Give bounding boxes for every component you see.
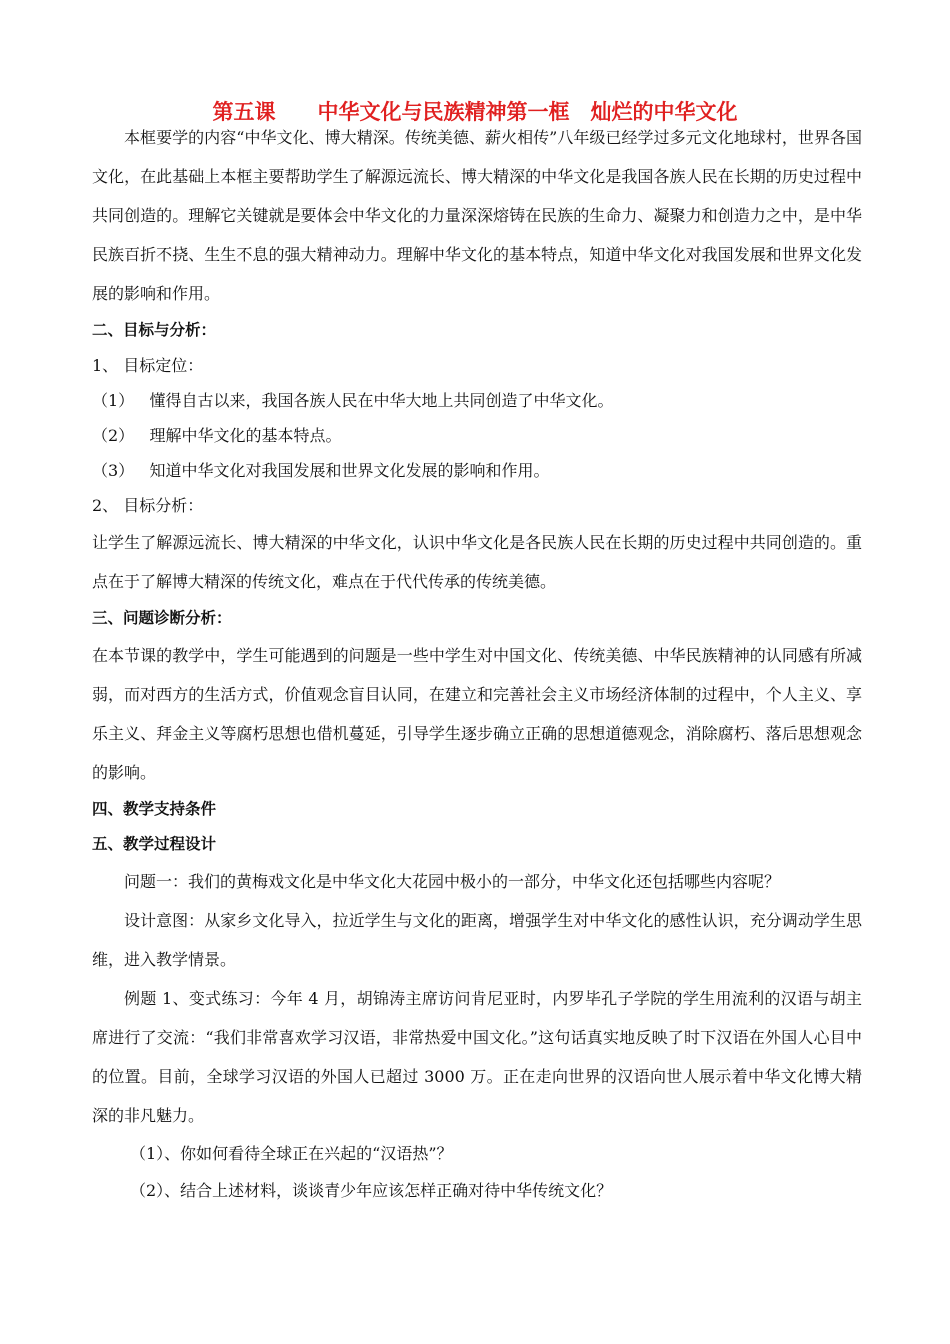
goal-number: （1）: [92, 391, 135, 410]
goal-analysis-paragraph: 让学生了解源远流长、博大精深的中华文化，认识中华文化是各民族人民在长期的历史过程中共同创造的。重点在于了解博大精深的传统文化，难点在于代代传承的传统美德。: [92, 533, 862, 591]
intro-paragraph: 本框要学的内容“中华文化、博大精深。传统美德、薪火相传”八年级已经学过多元文化地球村，世界各国文化，在此基础上本框主要帮助学生了解源远流长、博大精深的中华文化是我国各族人民在长期的历史过程中共同创造的。理解它关键就是要体会中华文化的力量深深熔铸在民族的生命力、凝聚力和创造力之中，是中华民族百折不挠、生生不息的强大精神动力。理解中华文化的基本特点，知道中华文化对我国发展和世界文化发展的影响和作用。: [92, 128, 862, 303]
goal-text: 知道中华文化对我国发展和世界文化发展的影响和作用。: [149, 461, 550, 480]
section-heading-goals: 二、目标与分析：: [92, 321, 217, 339]
question-one: 问题一：我们的黄梅戏文化是中华文化大花园中极小的一部分，中华文化还包括哪些内容呢？: [124, 872, 781, 891]
goal-number: （3）: [92, 461, 135, 480]
sub-question: （1）、你如何看待全球正在兴起的“汉语热”？: [130, 1144, 453, 1163]
goal-item: [92, 453, 862, 488]
example-paragraph: 例题 1、变式练习：今年 4 月，胡锦涛主席访问肯尼亚时，内罗毕孔子学院的学生用流利的汉语与胡主席进行了交流：“我们非常喜欢学习汉语，非常热爱中国文化。”这句话真实地反映了时下汉语在外国人心目中的位置。目前，全球学习汉语的外国人已超过 3000 万。正在走向世界的汉语向世人展示着中华文化博大精深的非凡魅力。: [92, 989, 862, 1125]
section-heading-support: 四、教学支持条件: [92, 800, 217, 818]
goal-number: （2）: [92, 426, 135, 445]
goal-text: 理解中华文化的基本特点。: [149, 426, 342, 445]
goal-positioning-label: 1、 目标定位：: [92, 356, 204, 375]
section-heading-diagnosis: 三、问题诊断分析：: [92, 609, 232, 627]
sub-question: （2）、结合上述材料，谈谈青少年应该怎样正确对待中华传统文化？: [130, 1181, 613, 1200]
section-heading-process: 五、教学过程设计: [92, 835, 217, 853]
design-intent-paragraph: 设计意图：从家乡文化导入，拉近学生与文化的距离，增强学生对中华文化的感性认识，充分调动学生思维，进入教学情景。: [92, 911, 862, 969]
document-body: [92, 118, 862, 1209]
lesson-title: 第五课 中华文化与民族精神第一框 灿烂的中华文化: [212, 100, 738, 124]
goal-item: [92, 383, 862, 418]
diagnosis-paragraph: 在本节课的教学中，学生可能遇到的问题是一些中学生对中国文化、传统美德、中华民族精神的认同感有所减弱，而对西方的生活方式，价值观念盲目认同，在建立和完善社会主义市场经济体制的过程中，个人主义、享乐主义、拜金主义等腐朽思想也借机蔓延，引导学生逐步确立正确的思想道德观念，消除腐朽、落后思想观念的影响。: [92, 646, 862, 782]
goal-item: [92, 418, 862, 453]
goal-analysis-label: 2、 目标分析：: [92, 496, 204, 515]
goal-text: 懂得自古以来，我国各族人民在中华大地上共同创造了中华文化。: [149, 391, 614, 410]
